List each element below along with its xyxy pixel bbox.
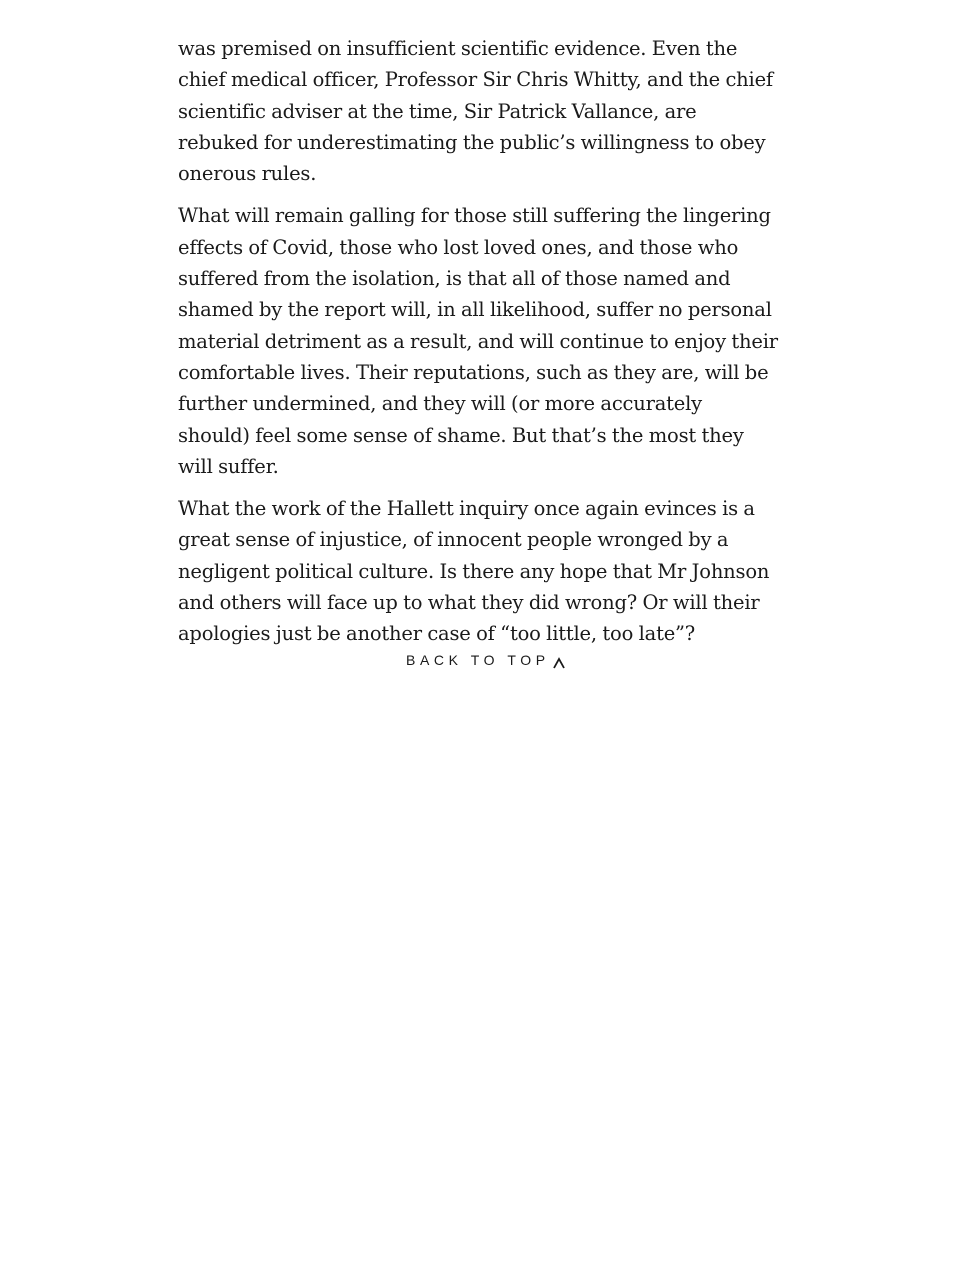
back-to-top-label: BACK TO TOP (406, 652, 550, 668)
article-paragraph: What will remain galling for those still suffering the lingering effects of Covid, those who lost loved ones, and those who suffered from the isolation, is that all of those named and shamed by the report will, in all likelihood, suffer no personal material detriment as a result, and will continue to enjoy their comfortable lives. Their reputations, such as they are, will be further undermined, and they will (or more accurately should) feel some sense of shame. But that’s the most they will suffer. (178, 204, 778, 478)
chevron-up-icon (552, 656, 566, 670)
back-to-top-link[interactable] (406, 650, 566, 670)
article-paragraph: was premised on insufficient scientific evidence. Even the chief medical officer, Professor Sir Chris Whitty, and the chief scientific adviser at the time, Sir Patrick Vallance, are rebuked for underestimating the public’s willingness to obey onerous rules. (178, 37, 773, 186)
article-paragraph: What the work of the Hallett inquiry once again evinces is a great sense of injustice, of innocent people wronged by a negligent political culture. Is there any hope that Mr Johnson and others will face up to what they did wrong? Or will their apologies just be another case of “too little, too late”? (178, 497, 770, 646)
article-body (178, 33, 778, 661)
